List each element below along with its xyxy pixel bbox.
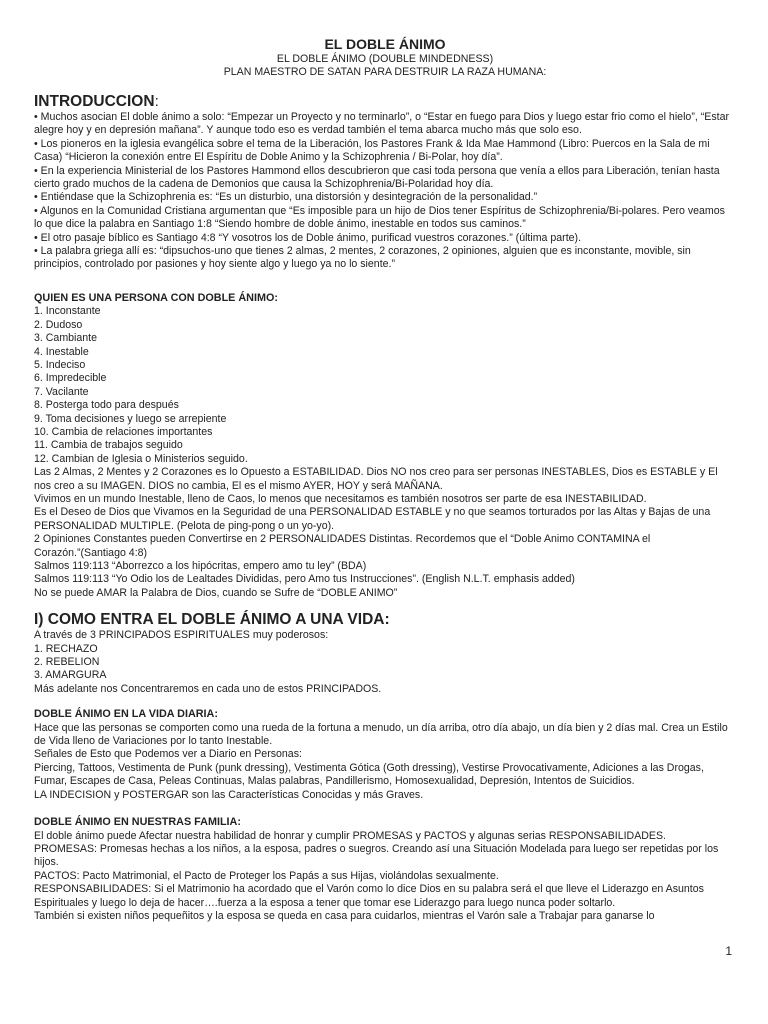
diaria-paragraph: Piercing, Tattoos, Vestimenta de Punk (punk dressing), Vestimenta Gótica (Goth dressing), Vestirse Provocativamente, Adiciones a las Drogas, Fumar, Escapes de Casa, Peleas Continuas, Malas palabras, Pandillerismo, Homosexualidad, Depresión, Intentos de Suicidios.: [34, 761, 704, 788]
list-item: 3. AMARGURA: [34, 669, 107, 682]
list-item: 2. REBELION: [34, 656, 100, 669]
familia-paragraph: También si existen niños pequeñitos y la esposa se queda en casa para cuidarlos, mientras el Varón sale a Trabajar para ganarse lo: [34, 909, 655, 922]
list-item: 4. Inestable: [34, 345, 89, 358]
familia-paragraph: RESPONSABILIDADES: Si el Matrimonio ha acordado que el Varón como lo dice Dios en su palabra será el que lleve el Liderazgo en Asuntos Espirituales y luego lo deja de hacer….fuerza a la esposa a tener que tomar ese Liderazgo para luego nunca poder soltarlo.: [34, 883, 704, 909]
quien-heading: QUIEN ES UNA PERSONA CON DOBLE ÁNIMO:: [34, 291, 278, 304]
familia-paragraph: PACTOS: Pacto Matrimonial, el Pacto de Proteger los Papás a sus Hijas, violándolas sexualmente.: [34, 869, 499, 882]
entra-intro: A través de 3 PRINCIPADOS ESPIRITUALES muy poderosos:: [34, 629, 329, 642]
diaria-paragraph: LA INDECISION y POSTERGAR son las Características Conocidas y más Graves.: [34, 788, 424, 801]
intro-bullet: • Algunos en la Comunidad Cristiana argumentan que “Es imposible para un hijo de Dios tener Espíritus de Schizophrenia/Bi-polares. Pero veamos lo que dice la palabra en Santiago 1:8 “Siendo hombre de doble ánimo, inestable en todos sus caminos.”: [34, 204, 725, 231]
entra-heading: I) COMO ENTRA EL DOBLE ÁNIMO A UNA VIDA:: [34, 611, 390, 629]
quien-paragraph: Es el Deseo de Dios que Vivamos en la Seguridad de una PERSONALIDAD ESTABLE y no que seamos torturados por las Altas y Bajas de una PERSONALIDAD MULTIPLE. (Pelota de ping-pong o un yo-yo).: [34, 506, 711, 532]
diaria-heading: DOBLE ÁNIMO EN LA VIDA DIARIA:: [34, 708, 218, 721]
list-item: 9. Toma decisiones y luego se arrepiente: [34, 412, 227, 425]
list-item: 11. Cambia de trabajos seguido: [34, 439, 183, 452]
quien-paragraph: No se puede AMAR la Palabra de Dios, cuando se Sufre de “DOBLE ANIMO”: [34, 586, 398, 599]
intro-heading: [34, 93, 736, 111]
document-subtitle: EL DOBLE ÁNIMO (DOUBLE MINDEDNESS): [276, 53, 494, 65]
familia-heading: DOBLE ÁNIMO EN NUESTRAS FAMILIA:: [34, 816, 241, 829]
list-item: 1. Inconstante: [34, 305, 101, 318]
document-content: [34, 36, 736, 923]
entra-closing: Más adelante nos Concentraremos en cada uno de estos PRINCIPADOS.: [34, 682, 382, 695]
list-item: 12. Cambian de Iglesia o Ministerios seguido.: [34, 452, 248, 465]
psalm-quote-nlt: Salmos 119:113 “Yo Odio los de Lealtades Divididas, pero Amo tus Instrucciones”. (English N.L.T. emphasis added): [34, 573, 575, 586]
list-item: 5. Indeciso: [34, 358, 86, 371]
list-item: 3. Cambiante: [34, 332, 98, 345]
intro-bullet: • Entiéndase que la Schizophrenia es: “Es un disturbio, una distorsión y desintegración de la personalidad.”: [34, 191, 538, 204]
intro-bullet: • La palabra griega allí es: “dipsuchos-uno que tienes 2 almas, 2 mentes, 2 corazones, 2 opiniones, alguien que es inconstante, movible, sin principios, controlado por pasiones y hoy siente algo y luego ya no lo siente.”: [34, 245, 691, 271]
diaria-paragraph: Hace que las personas se comporten como una rueda de la fortuna a menudo, un día arriba, otro día abajo, un día bien y 2 días mal. Crea un Estilo de Vida lleno de Variaciones por lo tanto Inestable.: [34, 721, 728, 748]
intro-heading-text: INTRODUCCION: [34, 93, 155, 110]
diaria-paragraph: Señales de Esto que Podemos ver a Diario en Personas:: [34, 748, 302, 761]
list-item: 1. RECHAZO: [34, 642, 98, 655]
intro-heading-colon: :: [154, 93, 159, 110]
list-item: 8. Posterga todo para después: [34, 399, 179, 412]
principados-list: [34, 643, 736, 683]
quien-paragraph: Vivimos en un mundo Inestable, lleno de Caos, lo menos que necesitamos es también nosotros ser parte de esa INESTABILIDAD.: [34, 492, 647, 505]
list-item: 6. Impredecible: [34, 372, 107, 385]
list-item: 7. Vacilante: [34, 385, 89, 398]
intro-bullet: • Muchos asocian El doble ánimo a solo: “Empezar un Proyecto y no terminarlo”, o “Estar en fuego para Dios y luego estar frio como el hielo”, “Estar alegre hoy y en depresión mañana”. Y aunque todo eso es verdad también el tema abarca mucho más que solo eso.: [34, 111, 729, 137]
quien-list: [34, 305, 736, 466]
list-item: 2. Dudoso: [34, 318, 83, 331]
intro-bullet: • El otro pasaje bíblico es Santiago 4:8 “Y vosotros los de Doble ánimo, purificad vuestros corazones.” (última parte).: [34, 231, 582, 244]
familia-paragraph: El doble ánimo puede Afectar nuestra habilidad de honrar y cumplir PROMESAS y PACTOS y algunas serias RESPONSABILIDADES.: [34, 829, 666, 842]
psalm-quote-bda: Salmos 119:113 “Aborrezco a los hipócritas, empero amo tu ley” (BDA): [34, 560, 367, 572]
document-subtitle-plan: PLAN MAESTRO DE SATAN PARA DESTRUIR LA RAZA HUMANA:: [223, 66, 547, 78]
quien-paragraph: 2 Opiniones Constantes pueden Convertirse en 2 PERSONALIDADES Distintas. Recordemos que el “Doble Animo CONTAMINA el Corazón.”(Santiago 4:8): [34, 533, 651, 559]
intro-bullet: • Los pioneros en la iglesia evangélica sobre el tema de la Liberación, los Pastores Frank & Ida Mae Hammond (Libro: Puercos en la Sala de mi Casa) “Hicieron la conexión entre El Espíritu de Doble Animo y la Schizophrenia / Bi-Polar, hoy día”.: [34, 137, 710, 164]
document-title: EL DOBLE ÁNIMO: [324, 36, 446, 52]
intro-bullet: • En la experiencia Ministerial de los Pastores Hammond ellos descubrieron que casi toda persona que venía a ellos para Liberación, tenían hasta cierto grado muchos de la cadena de Demonios que causa la Schizophrenia/Bi-Polaridad hoy día.: [34, 164, 720, 191]
page-number: 1: [725, 944, 732, 958]
list-item: 10. Cambia de relaciones importantes: [34, 425, 213, 438]
familia-paragraph: PROMESAS: Promesas hechas a los niños, a la esposa, padres o suegros. Creando así una Situación Modelada para luego ser repetidas por los hijos.: [34, 842, 719, 869]
quien-paragraph: Las 2 Almas, 2 Mentes y 2 Corazones es lo Opuesto a ESTABILIDAD. Dios NO nos creo para ser personas INESTABLES, Dios es ESTABLE y El nos creo a su IMAGEN. DIOS no cambia, El es el mismo AYER, HOY y será MAÑANA.: [34, 466, 718, 492]
